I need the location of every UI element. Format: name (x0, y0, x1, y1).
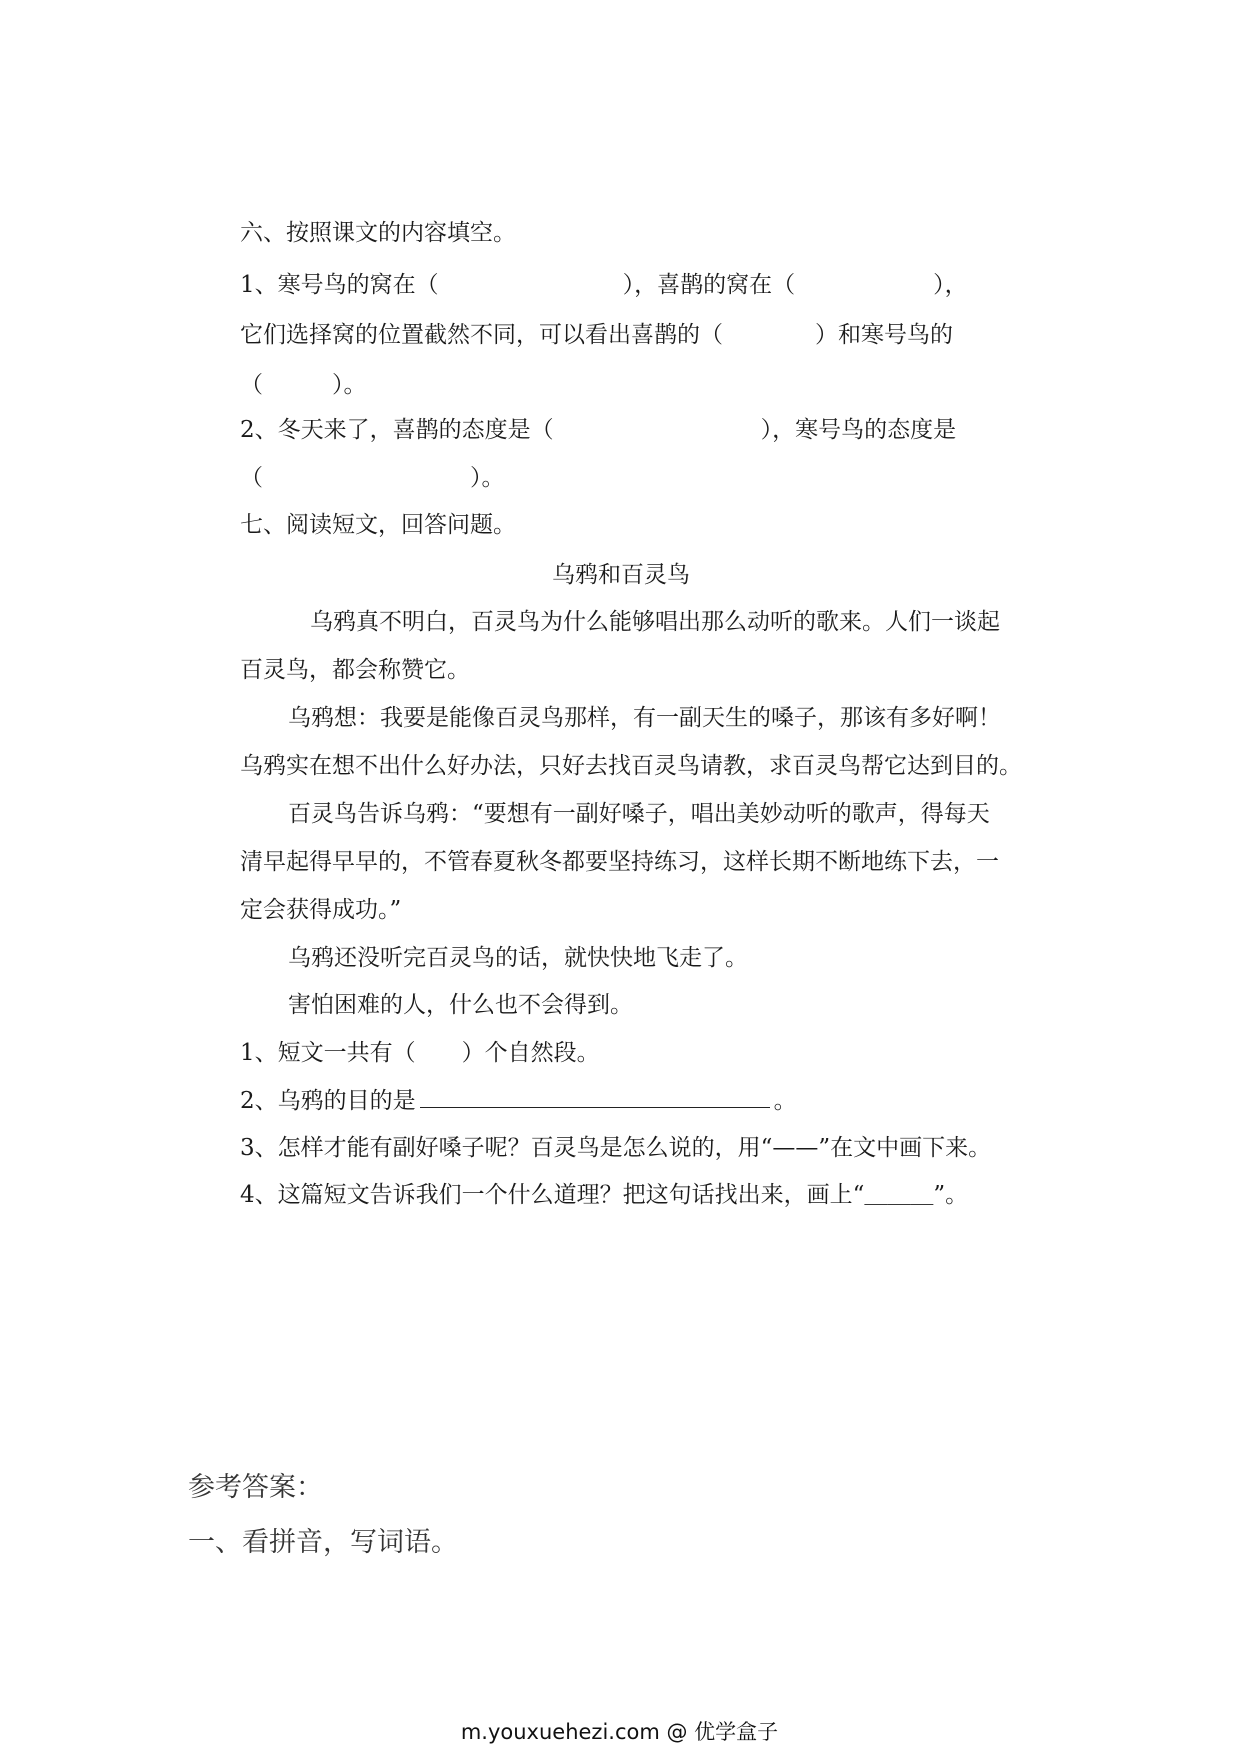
passage-p2-line1: 乌鸦想：我要是能像百灵鸟那样，有一副天生的嗓子，那该有多好啊！ (288, 705, 1001, 731)
passage-p2-line2: 乌鸦实在想不出什么好办法，只好去找百灵鸟请教，求百灵鸟帮它达到目的。 (240, 753, 1022, 779)
s7-question-4: 4、这篇短文告诉我们一个什么道理？把这句话找出来，画上“＿＿＿”。 (240, 1182, 969, 1208)
answer-key-heading: 参考答案： (188, 1472, 323, 1503)
s7-q2-prefix: 2、乌鸦的目的是 (240, 1088, 416, 1114)
passage-p4: 乌鸦还没听完百灵鸟的话，就快快地飞走了。 (288, 945, 748, 971)
section-6-heading: 六、按照课文的内容填空。 (240, 220, 516, 246)
passage-p1-line1: 乌鸦真不明白，百灵鸟为什么能够唱出那么动听的歌来。人们一谈起 (310, 609, 1000, 635)
footer-watermark: m.youxuehezi.com @ 优学盒子 (460, 1720, 779, 1744)
passage-p3-line3: 定会获得成功。” (240, 897, 402, 923)
s6-q2-line2: （ ）。 (240, 465, 505, 491)
passage-p3-line1: 百灵鸟告诉乌鸦：“要想有一副好嗓子，唱出美妙动听的歌声，得每天 (288, 801, 990, 827)
s7-q2-suffix: 。 (773, 1088, 797, 1114)
passage-p1-line2: 百灵鸟，都会称赞它。 (240, 657, 470, 683)
passage-title: 乌鸦和百灵鸟 (552, 562, 690, 588)
s6-q1-line2: 它们选择窝的位置截然不同，可以看出喜鹊的（ ）和寒号鸟的 (240, 322, 953, 348)
s7-question-2 (240, 1085, 797, 1116)
s6-q1-line3: （ ）。 (240, 372, 367, 398)
answer-blank-line (420, 1085, 770, 1108)
passage-p5: 害怕困难的人，什么也不会得到。 (288, 992, 633, 1018)
s7-question-3: 3、怎样才能有副好嗓子呢？百灵鸟是怎么说的，用“——”在文中画下来。 (240, 1135, 992, 1161)
s6-q2-line1: 2、冬天来了，喜鹊的态度是（ ），寒号鸟的态度是 (240, 417, 957, 443)
s6-q1-line1: 1、寒号鸟的窝在（ ），喜鹊的窝在（ ）， (240, 272, 968, 298)
passage-p3-line2: 清早起得早早的，不管春夏秋冬都要坚持练习，这样长期不断地练下去，一 (240, 849, 999, 875)
section-7-heading: 七、阅读短文，回答问题。 (240, 512, 516, 538)
s7-question-1: 1、短文一共有（ ）个自然段。 (240, 1040, 600, 1066)
answer-section-1: 一、看拼音，写词语。 (188, 1527, 458, 1558)
